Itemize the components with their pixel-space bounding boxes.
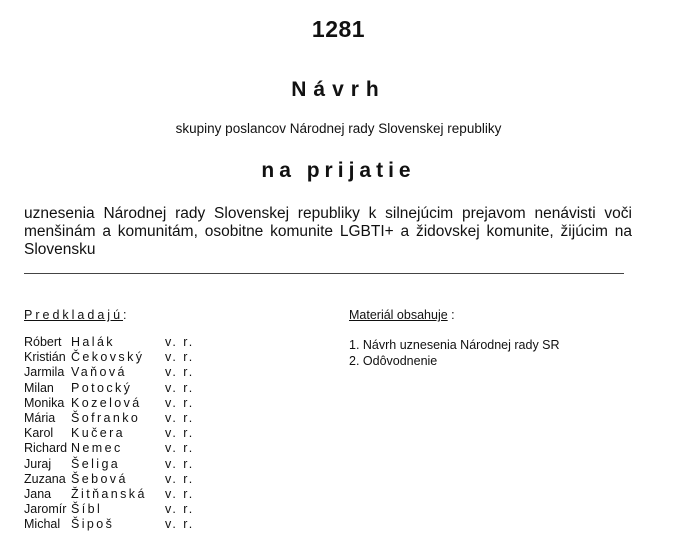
submitter-last-name: Žitňanská xyxy=(71,486,147,501)
print-number: 1281 xyxy=(311,16,366,42)
contents-heading-colon: : xyxy=(451,308,455,322)
submitter-first-name: Richard xyxy=(24,441,68,456)
submitter-first-name: Milan xyxy=(24,380,54,395)
submitter-last-name: Šipoš xyxy=(71,517,115,532)
submitter-first-name: Karol xyxy=(24,426,54,441)
submitter-signature-note: v. r. xyxy=(165,502,195,517)
divider-line xyxy=(24,273,624,274)
submitter-signature-note: v. r. xyxy=(165,395,195,410)
submitter-last-name: Potocký xyxy=(71,380,133,395)
submitters-list xyxy=(24,335,224,532)
submitter-signature-note: v. r. xyxy=(165,471,195,486)
resolution-description: uznesenia Národnej rady Slovenskej republiky k silnejúcim prejavom nenávisti voči menšinám a komunitám, osobitne komunite LGBTI+ a židovskej komunite, žijúcim na Slovensku xyxy=(24,205,632,258)
submitter-first-name: Jaromír xyxy=(24,502,67,517)
submitter-last-name: Kučera xyxy=(71,426,126,441)
submitters-heading-colon: : xyxy=(123,308,130,322)
contents-item: 1. Návrh uznesenia Národnej rady SR xyxy=(349,338,560,352)
submitter-signature-note: v. r. xyxy=(165,410,195,425)
submitter-signature-note: v. r. xyxy=(165,335,195,349)
submitter-row xyxy=(24,411,224,426)
submitter-signature-note: v. r. xyxy=(165,380,195,395)
submitter-signature-note: v. r. xyxy=(165,350,195,365)
submitter-row xyxy=(24,517,224,532)
submitter-signature-note: v. r. xyxy=(165,517,195,532)
document-title: Návrh xyxy=(291,78,386,101)
submitter-first-name: Michal xyxy=(24,517,61,532)
submitter-row xyxy=(24,426,224,441)
submitter-row xyxy=(24,350,224,365)
document-subtitle: skupiny poslancov Národnej rady Slovenskej republiky xyxy=(175,121,502,136)
submitter-row xyxy=(24,457,224,472)
submitter-row xyxy=(24,365,224,380)
submitter-last-name: Šebová xyxy=(71,471,128,486)
submitters-heading xyxy=(24,308,130,322)
contents-heading xyxy=(349,308,455,322)
submitter-signature-note: v. r. xyxy=(165,486,195,501)
submitter-first-name: Róbert xyxy=(24,335,62,349)
submitter-last-name: Nemec xyxy=(71,441,123,456)
contents-list xyxy=(349,338,560,369)
adoption-heading: na prijatie xyxy=(261,159,416,182)
submitter-last-name: Vaňová xyxy=(71,365,127,380)
submitter-last-name: Čekovský xyxy=(71,350,145,365)
submitter-row xyxy=(24,487,224,502)
submitter-last-name: Šofranko xyxy=(71,410,141,425)
submitter-last-name: Kozelová xyxy=(71,395,142,410)
submitter-first-name: Jana xyxy=(24,486,52,501)
contents-heading-label: Materiál obsahuje xyxy=(349,308,448,322)
submitter-row xyxy=(24,381,224,396)
submitter-row xyxy=(24,335,224,350)
submitter-row xyxy=(24,396,224,411)
submitter-first-name: Monika xyxy=(24,395,65,410)
submitter-row xyxy=(24,472,224,487)
submitter-last-name: Šeliga xyxy=(71,456,121,471)
submitter-last-name: Halák xyxy=(71,335,115,349)
submitter-first-name: Juraj xyxy=(24,456,52,471)
submitter-first-name: Mária xyxy=(24,410,56,425)
submitter-signature-note: v. r. xyxy=(165,365,195,380)
submitter-last-name: Šíbl xyxy=(71,502,103,517)
submitter-row xyxy=(24,502,224,517)
submitter-first-name: Jarmila xyxy=(24,365,65,380)
submitter-first-name: Zuzana xyxy=(24,471,66,486)
submitter-signature-note: v. r. xyxy=(165,456,195,471)
submitter-row xyxy=(24,441,224,456)
contents-item: 2. Odôvodnenie xyxy=(349,353,438,368)
submitter-signature-note: v. r. xyxy=(165,441,195,456)
submitter-signature-note: v. r. xyxy=(165,426,195,441)
submitters-heading-label: Predkladajú xyxy=(24,308,124,322)
submitter-first-name: Kristián xyxy=(24,350,66,365)
